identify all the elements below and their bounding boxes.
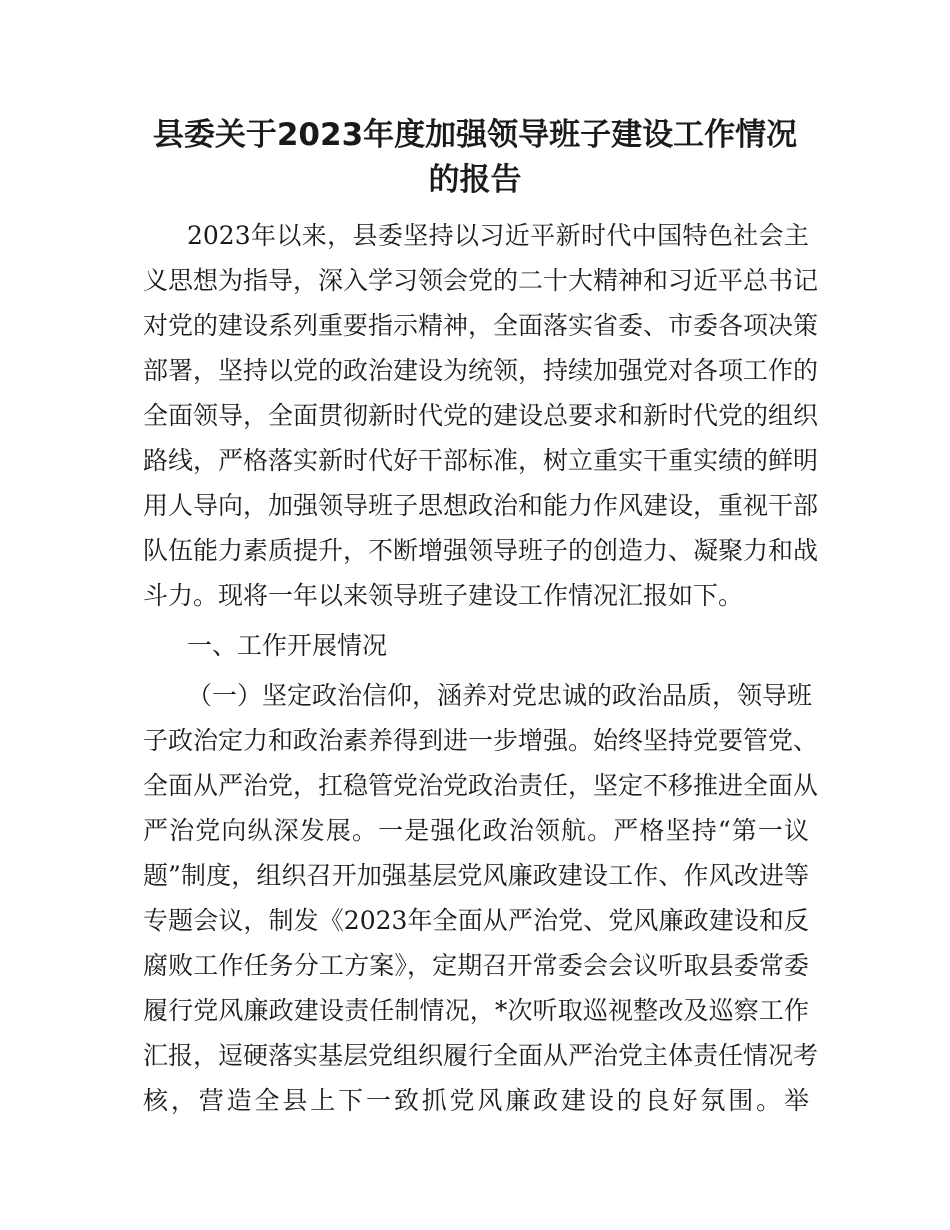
body-line-12: 全面从严治党，扛稳管党治党政治责任，坚定不移推进全面从 [143, 771, 819, 800]
body-line-14: 题”制度，组织召开加强基层党风廉政建设工作、作风改进等 [143, 861, 809, 890]
body-line-10: （一）坚定政治信仰，涵养对党忠诚的政治品质，领导班 [187, 681, 813, 710]
body-line-19: 核，营造全县上下一致抓党风廉政建设的良好氛围。举 [143, 1086, 809, 1115]
body-line-15: 专题会议，制发《2023年全面从严治党、党风廉政建设和反 [143, 906, 809, 935]
body-line-16: 腐败工作任务分工方案》，定期召开常委会会议听取县委常委 [143, 951, 809, 980]
document-title-line-2: 的报告 [428, 162, 522, 198]
body-line-18: 汇报，逗硬落实基层党组织履行全面从严治党主体责任情况考 [143, 1041, 819, 1070]
body-line-2: 义思想为指导，深入学习领会党的二十大精神和习近平总书记 [143, 266, 819, 295]
body-line-3: 对党的建设系列重要指示精神，全面落实省委、市委各项决策 [143, 311, 819, 340]
body-line-5: 全面领导，全面贯彻新时代党的建设总要求和新时代党的组织 [143, 401, 819, 430]
body-line-11: 子政治定力和政治素养得到进一步增强。始终坚持党要管党、 [143, 726, 819, 755]
body-line-9: 斗力。现将一年以来领导班子建设工作情况汇报如下。 [143, 581, 744, 610]
document-title-line-1: 县委关于2023年度加强领导班子建设工作情况 [152, 117, 798, 153]
body-line-7: 用人导向，加强领导班子思想政治和能力作风建设，重视干部 [143, 491, 819, 520]
body-line-13: 严治党向纵深发展。一是强化政治领航。严格坚持“第一议 [143, 816, 809, 845]
body-line-17: 履行党风廉政建设责任制情况，*次听取巡视整改及巡察工作 [143, 996, 809, 1025]
body-line-8: 队伍能力素质提升，不断增强领导班子的创造力、凝聚力和战 [143, 536, 819, 565]
body-line-1: 2023年以来，县委坚持以习近平新时代中国特色社会主 [187, 221, 809, 250]
body-line-4: 部署，坚持以党的政治建设为统领，持续加强党对各项工作的 [143, 356, 819, 385]
body-line-6: 路线，严格落实新时代好干部标准，树立重实干重实绩的鲜明 [143, 446, 819, 475]
section-heading: 一、工作开展情况 [187, 631, 388, 660]
